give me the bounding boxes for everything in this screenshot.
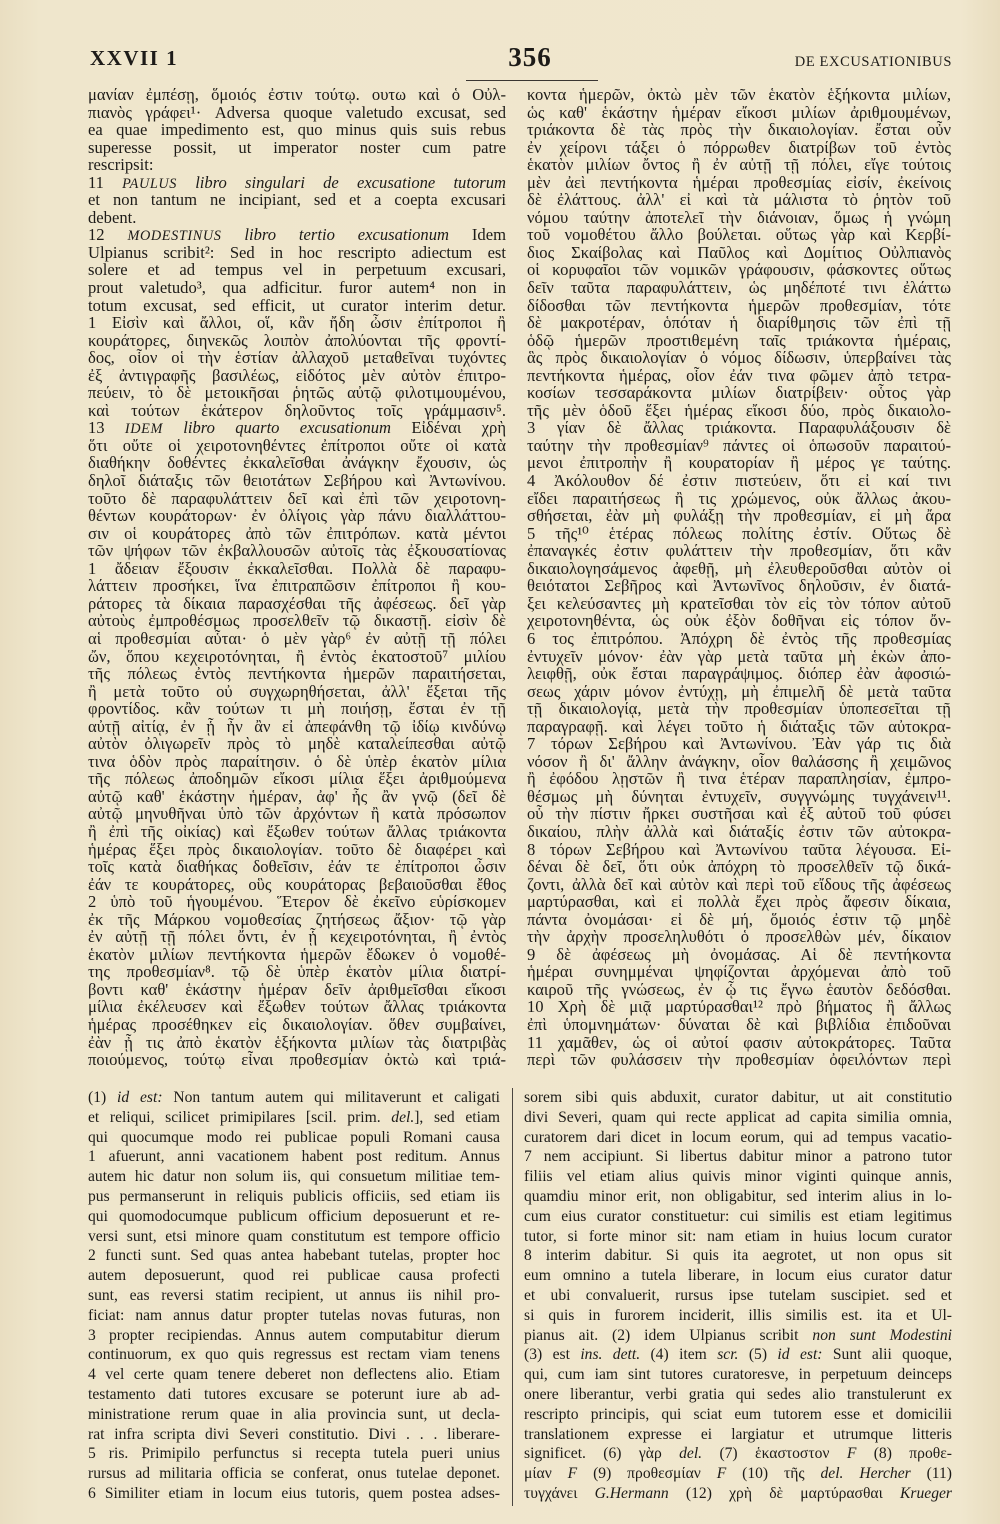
text-line: ἐάν τε κουράτορες, οὓς κουράτορας βεβαιοῦσθαι ἔθος [88, 874, 506, 894]
text-line: ράτορες τὰ δίκαια παρασχέσθαι τῆς ἀφέσεως. δεῖ γὰρ [88, 593, 506, 613]
text-line: οἱ κορυφαῖοι τῶν νομικῶν γράφουσιν, φάσκοντες οὕτως [527, 260, 951, 280]
italic-text: id est: [117, 1089, 163, 1106]
line-segment: ], sed etiam [414, 1108, 500, 1126]
text-line: ποιούμενος, τούτῳ εἶναι προθεσμίαν ὀκτὼ καὶ τριά- [88, 1050, 506, 1070]
text-line: λάττειν προσήκει, ἵνα ἐπιτραπῶσιν ἐπίτροποι ἢ κου- [88, 576, 506, 596]
text-line: prout valetudo³, qua adficitur. furor autem⁴ non in [88, 278, 506, 298]
text-line: σθήσεται, ἐὰν μὴ φυλάξῃ τὴν προθεσμίαν, εἰ μὴ ἄρα [527, 506, 951, 526]
text-line: της προθεσμίαν⁸. τῷ δὲ ὑπὲρ ἑκατὸν μίλια διατρί- [88, 962, 506, 982]
footnote-line: testamento dati tutores excusare se poterunt iure ab ad- [88, 1385, 500, 1403]
main-text-right-column [527, 86, 951, 1069]
italic-text: ins. dett. [580, 1346, 641, 1364]
footnote-line: qui quocumque modo rei publicae populi Romani causa [88, 1128, 500, 1146]
footnote-line [88, 1088, 500, 1108]
text-line: θέντων κουράτορων· ἐν ὀλίγοις γὰρ πάνυ διαλλάττου- [88, 506, 506, 526]
footnote-line: rescripto principis, qui sciat eum tutorem esse et domicilii [524, 1405, 952, 1423]
text-line: μενοι ἐπιτροπὴν ἢ κουρατορίαν ἢ μέρος γε ταύτης. [527, 453, 951, 473]
text-line: ταύτην τὴν προθεσμίαν⁹ πάντες οἱ ὁπωσοῦν παραιτού- [527, 435, 951, 455]
italic-text: G.Hermann [594, 1484, 669, 1502]
text-line: μαρτύρασθαι, καὶ εἰ πολλὰ ἔχει πρὸς ἄφεσιν δίκαια, [527, 892, 951, 912]
text-line: δὲ μακροτέραν, ὁπόταν ἡ διαρίθμησις τῶν ἐπὶ τῇ [527, 313, 951, 333]
text-line: τινα ὁδὸν πρὸς παραίτησιν. ὁ δὲ ὑπὲρ ἑκατὸν μίλια [88, 751, 506, 771]
text-line: λειφθῇ, οὐκ ἔσται παραγράψιμος. διόπερ ἐὰν ἀφοσιώ- [527, 664, 951, 684]
footnote-line: eum omnino a tutela liberare, in locum eius curator datur [524, 1267, 952, 1285]
italic-text: Krueger [900, 1484, 952, 1502]
text-line [88, 174, 506, 192]
text-line: βοντι καθ' ἑκάστην ἡμέραν δεῖν ἀριθμεῖσθαι εἴκοσι [88, 979, 506, 999]
text-line: δηλοῖ διάταξις τῶν θειοτάτων Σεβήρου καὶ Ἀντωνίνου. [88, 471, 506, 491]
line-segment: 13 [88, 418, 125, 438]
line-segment: Sunt alii quoque, [822, 1346, 952, 1364]
book-and-title-number: XXVII 1 [90, 46, 179, 70]
text-line: ὁδῷ ἡμερῶν προστιθεμένη ταῖς τριάκοντα ἡμέραις, [527, 330, 951, 350]
text-line: ἢ μετὰ τοῦτο οὐ συγχωρηθήσεται, ἀλλ' ἕξεται τῆς [88, 681, 506, 701]
text-line: 1 ἄδειαν ἔξουσιν ἐκκαλεῖσθαι. Πολλὰ δὲ παραφυ- [88, 558, 506, 578]
text-line: 4 Ἀκόλουθον δέ ἐστιν πιστεύειν, ὅτι εἰ καί τινι [527, 471, 951, 491]
text-line: et non tantum ne incipiant, sed et a coepta excusari [88, 190, 506, 210]
text-line: αὐτὸν ὀλιγωρεῖν πρὸς τὸ μηδὲ καταλείπεσθαι αὐτῷ [88, 734, 506, 754]
footnote-line [524, 1464, 952, 1484]
text-line: ea quae impedimento est, quo minus quis suis rebus [88, 120, 506, 140]
footnote-line: quamdiu minor erit, non obligabitur, sed interim alius in lo- [524, 1187, 952, 1205]
text-line: superesse possit, ut imperator noster cum patre [88, 137, 506, 157]
footnote-line: continuorum, ex quo quis regressus est rectam viam tenens [88, 1346, 500, 1364]
text-line: μὲν ἀεὶ πεντήκοντα ἡμέραι προθεσμίας εἰσίν, ἐκείνοις [527, 172, 951, 192]
text-line: καὶ τούτων ἑκάτερον δηλοῦντος τοῖς γράμμασιν⁵. [88, 400, 506, 420]
italic-text: libro singulari de excusatione tutorum [177, 172, 506, 192]
footnote-line: et ubi convaluerit, rursus ipse tutelam suscipiet. sed et [524, 1286, 952, 1304]
text-line: ἑκατὸν μιλίων πεντήκοντα ἡμερῶν ἔδωκεν ὁ νομοθέ- [88, 944, 506, 964]
text-line: ἐπαναγκές ἐστιν φυλάττειν τὴν προθεσμίαν, ὅτι κἂν [527, 541, 951, 561]
line-segment: (8) προθε- [856, 1445, 952, 1463]
text-line: κοντα ἡμερῶν, ὀκτὼ μὲν τῶν ἑκατὸν ἑξήκοντα μιλίων, [527, 85, 951, 104]
text-line [88, 419, 506, 437]
line-segment: et reliqui, scilicet primipilares [scil. prim. [88, 1108, 392, 1126]
text-line: κοσίων τεσσαράκοντα μιλίων διατρίβειν· οὗτος γὰρ [527, 383, 951, 403]
footnote-line: qui quomodocumque publicum officium deposuerunt et re- [88, 1207, 500, 1225]
text-line: τοῦ νομοθέτου ἄλλο βούλεται. οὕτως γὰρ καὶ Κερβί- [527, 225, 951, 245]
footnote-line: autem deposuerunt, quod rei publicae causa profecti [88, 1267, 500, 1285]
text-line: πεύειν, τὸ δὲ μετοικῆσαι ῥητῶς αὐτῷ φιλοτιμουμένου, [88, 383, 506, 403]
text-line: αὐτῷ καθ' ἑκάστην ἡμέραν, ἀφ' ἧς ἂν γνῷ (δεῖ δὲ [88, 786, 506, 806]
text-line: ζοντι, ἀλλὰ δεῖ καὶ αὐτὸν καὶ περὶ τοῦ εἴδους τῆς ἀφέσεως [527, 874, 951, 894]
text-line: ἐκ τῆς Μάρκου νομοθεσίας ζητήσεως ἄξιον· τῷ γὰρ [88, 909, 506, 929]
text-line: τριάκοντα δὲ τὰς πρὸς τὴν δικαιολογίαν. ἔσται οὖν [527, 120, 951, 140]
text-line: ἐν αὐτῇ τῇ πόλει ὄντι, ἐν ᾗ κεχειροτόνηται, ἢ ἐντὸς [88, 927, 506, 947]
text-line: δικαιολογησάμενος ἀφεθῇ, μὴ ἐλευθεροῦσθαι αὐτὸν οἱ [527, 558, 951, 578]
footnote-line: 4 vel certe quam tenere deberet non deflectens alio. Etiam [88, 1366, 500, 1384]
text-line: ἐὰν ᾖ τις ἀπὸ ἑκατὸν ἑξήκοντα μιλίων τὰς διατριβὰς [88, 1032, 506, 1052]
text-line: ἢ ἐπὶ τῆς οἰκίας) καὶ ἔξωθεν τούτων ἄλλας τριάκοντα [88, 821, 506, 841]
footnotes-right-column [524, 1088, 952, 1504]
line-segment: (7) ἑκαστοστον [702, 1445, 847, 1463]
text-line: μίλια ἐκέλευσεν καὶ ἔξωθεν τούτων ἄλλας τριάκοντα [88, 997, 506, 1017]
text-line: ἑκατὸν μιλίων ὄντος ἢ ἐν αὐτῇ τῇ πόλει, εἴγε τούτοις [527, 155, 951, 175]
text-line: πάντα ὀνομάσαι· εἰ δὲ μή, ὅμοιός ἐστιν τῷ μηδὲ [527, 909, 951, 929]
italic-text: del. Hercher [820, 1465, 911, 1483]
footnote-line: pus permanserunt in reliquis publicis officiis, sed etiam iis [88, 1187, 500, 1205]
italic-text: del. [391, 1108, 415, 1126]
line-segment: significet. (6) γὰρ [524, 1445, 680, 1463]
text-line: τῶν ψήφων τῶν ἐκβαλλουσῶν αὐτοῖς τὰς ἐξκουσατίονας [88, 541, 506, 561]
text-line: δίδοσθαι τῶν πεντήκοντα ἡμερῶν προθεσμίαν, τότε [527, 295, 951, 315]
text-line: περὶ τῶν φυλάσσειν τὴν προθεσμίαν ὀφειλόντων περὶ [527, 1050, 951, 1070]
text-line: σιν οἱ κουράτορες ἀπὸ τῶν ἐπιτρόπων. κατὰ μέντοι [88, 523, 506, 543]
text-line: οὗ τὴν πίστιν ἤρκει συστῆσαι καὶ ἐξ αὐτοῦ τοῦ φύσει [527, 804, 951, 824]
line-segment: (12) χρὴ δὲ μαρτύρασθαι [668, 1484, 901, 1502]
text-line: 11 χαμᾶθεν, ὡς οἱ αὐτοί φασιν αὐτοκράτορες. Ταῦτα [527, 1032, 951, 1052]
text-line: φροντίδος. κἂν τούτων τι μὴ ποιήσῃ, ἔσται ἐν τῇ [88, 699, 506, 719]
footnote-line: versi sunt, etsi minore quam constitutum est tempore officio [88, 1227, 500, 1245]
text-line: ἡμέρας προσέθηκεν εἰς δικαιολογίαν. ὅθεν συμβαίνει, [88, 1014, 506, 1034]
text-line: πεντήκοντα ἡμέρας, οἷον ἐάν τινα φῶμεν ἀπὸ τετρα- [527, 365, 951, 385]
italic-text: F [567, 1465, 578, 1483]
footnote-line: 6 Similiter etiam in locum eius tutoris, quem postea adses- [88, 1484, 500, 1502]
text-line: rescripsit: [88, 155, 154, 175]
text-line: κουράτορες, διηνεκῶς λοιπὸν ἀπολύονται τῆς φροντί- [88, 330, 506, 350]
text-line: 8 τόρων Σεβήρου καὶ Ἀντωνίνου ταῦτα λέγουσα. Εἰ- [527, 839, 951, 859]
footnote-column-rule [512, 1088, 513, 1506]
text-line: ἢ ἐφόδου λῃστῶν ἢ τινα ἑτέραν παραπλησίαν, ἐμπρο- [527, 769, 951, 789]
text-line: σεως χάριν μόνον ἐντύχῃ, μὴ ἐπιμελῆ δὲ μετὰ ταῦτα [527, 681, 951, 701]
text-line: χειροτονηθέντα, ὡς οὐκ ἐξὸν δοθῆναι εἰς τόπον ὄν- [527, 611, 951, 631]
text-line: δος, οἷον οἱ τὴν ἑστίαν ἀλλαχοῦ μεταθεῖναι τυχόντες [88, 348, 506, 368]
italic-text: del. [679, 1445, 703, 1463]
text-line: δεῖν ταῦτα παραφυλάττειν, ὡς μηδέποτέ τινι ἐλάττω [527, 278, 951, 298]
text-line: νόσον ἢ δι' ἄλλην ἀνάγκην, οἷον θαλάσσης ἢ χειμῶνος [527, 751, 951, 771]
text-line: τοῖς κατὰ διαθήκας δοθεῖσιν, ἐάν τε ἐπίτροποι ὦσιν [88, 857, 506, 877]
text-line: 6 τος ἐπιτρόπου. Ἀπόχρη δὲ ἐντὸς τῆς προθεσμίας [527, 628, 951, 648]
footnote-line: filiis vel etiam alius quivis minor viginti quinque annis, [524, 1168, 952, 1186]
text-line: 7 τόρων Σεβήρου καὶ Ἀντωνίνου. Ἐὰν γάρ τις διὰ [527, 734, 951, 754]
footnote-line: rursus ad militaria officia se conferat, onus tutelae deponet. [88, 1465, 500, 1483]
italic-text: scr. [717, 1346, 739, 1364]
text-line: τὴν ἀρχὴν προσεληλυθότι ὁ προσελθὼν μέν, δίκαιον [527, 927, 951, 947]
italic-text: libro quarto excusationum [162, 418, 392, 438]
text-line: τῆς μὲν ὁδοῦ ἕξει ἡμέρας εἴκοσι δύο, πρὸς δικαιολο- [527, 400, 951, 420]
text-line: 10 Χρὴ δὲ μιᾷ μαρτύρασθαι¹² πρὸ βήματος ἢ ἄλλως [527, 997, 951, 1017]
line-segment: τυγχάνει [524, 1484, 595, 1502]
footnote-line: 2 functi sunt. Sed quas antea habebant tutelas, propter hoc [88, 1247, 500, 1265]
text-line: τῇ δικαιολογίᾳ, μετὰ τὴν προθεσμίαν ὑποπεσεῖται τῇ [527, 699, 951, 719]
footnote-line: 1 afuerunt, anni vacationem habent post reditum. Annus [88, 1148, 500, 1166]
italic-text: libro tertio excusationum [221, 225, 450, 245]
italic-text: non sunt Modestini [812, 1326, 952, 1344]
text-line: Ulpianus scribit²: Sed in hoc rescripto adiectum est [88, 242, 506, 262]
text-line: καιροῦ τῆς γνώσεως, ἐν ᾧ τις ἔγνω ἑαυτὸν δεδόσθαι. [527, 979, 951, 999]
footnote-line: tutor, si forte minor sit: nam etiam in huius locum curator [524, 1227, 952, 1245]
text-line: ἐν χείρονι τάξει ὁ πόρρωθεν διατρίβων τοῦ ἐντὸς [527, 137, 951, 157]
text-line: debent. [88, 207, 137, 227]
footnote-line: ficiat: nam annus datur propter tutelas novas futuras, non [88, 1306, 500, 1324]
text-line: αὐτῷ μηνυθῆναι ὑπὸ τῶν ἀρχόντων ἢ κατὰ πρόσωπον [88, 804, 506, 824]
footnote-line [524, 1345, 952, 1365]
page-number: 356 [508, 42, 552, 72]
line-segment: 12 [88, 225, 128, 245]
line-segment: (4) item [640, 1346, 718, 1364]
line-segment: (9) προθεσμίαν [577, 1465, 717, 1483]
footnotes-left-column [88, 1088, 500, 1504]
main-text-left-column [88, 86, 506, 1069]
italic-text: id est: [777, 1346, 823, 1364]
text-line: παραγραφῇ. καὶ λέγει τοῦτο ἡ διάταξις τῶν αὐτοκρα- [527, 716, 951, 736]
text-line: δέναι δὲ δεῖ, ὅτι οὐκ ἀπόχρη τὸ προσελθεῖν τῷ δικά- [527, 857, 951, 877]
footnote-line: 5 ris. Primipilo perfunctus si recepta tutela pueri unius [88, 1445, 500, 1463]
text-line: 3 γίαν δὲ ἄλλας τριάκοντα. Παραφυλάξουσιν δὲ [527, 418, 951, 438]
footnote-line: translationem expresse ei largiatur et utrumque litteris [524, 1425, 952, 1443]
footnote-line: 3 propter recipiendas. Annus autem computabitur dierum [88, 1326, 500, 1344]
line-segment: μίαν [524, 1465, 568, 1483]
footnote-line [524, 1326, 952, 1346]
text-line: 9 δὲ ἀφέσεως μὴ ὀνομάσας. Αἱ δὲ πεντήκοντα [527, 944, 951, 964]
text-line: 5 τῆς¹⁰ ἑτέρας πόλεως πολίτης ἐστίν. Οὕτως δὲ [527, 523, 951, 543]
text-line: 2 ὑπὸ τοῦ ἡγουμένου. Ἕτερον δὲ ἐκεῖνο εὑρίσκομεν [88, 892, 506, 912]
text-line [88, 226, 506, 244]
text-line: διος Σκαίβολας καὶ Παῦλος καὶ Δομίτιος Οὐλπιανὸς [527, 242, 951, 262]
line-segment: Non tantum autem qui militaverunt et caligati [162, 1089, 500, 1106]
text-line: ὤν, ὅπου κεχειροτόνηται, ἢ ἐντὸς ἑκατοστοῦ⁷ μιλίου [88, 646, 506, 666]
text-line: θειότατοι Σεβῆρος καὶ Ἀντωνῖνος δηλοῦσιν, ἐν διατά- [527, 576, 951, 596]
text-line: solere et ad tempus vel in perpetuum excusari, [88, 260, 506, 280]
text-line: ἃς πρὸς δικαιολογίαν ὁ νόμος δίδωσιν, ὑπερβαίνει τὰς [527, 348, 951, 368]
text-line: totum excusat, sed efficit, ut curator interim detur. [88, 295, 506, 315]
line-segment: (1) [88, 1089, 118, 1106]
footnote-line: ministratione rerum quae in alia provincia sunt, ut decla- [88, 1405, 500, 1423]
text-line: ὡς καθ' ἑκάστην ἡμέραν εἴκοσι μιλίων ἀριθμουμένων, [527, 102, 951, 122]
footnote-line: 8 interim dabitur. Si quis ita aegrotet, ut non opus sit [524, 1247, 952, 1265]
text-line: αὐτῇ αἰτίᾳ, ἐν ᾗ ἦν ἂν εἰ ἀπεφάνθη τῷ ἰδίῳ κινδύνῳ [88, 716, 506, 736]
text-line: ἐξ ἀντιγραφῆς βασιλέως, εἰδότος μὲν αὐτὸν ἐπιτρο- [88, 365, 506, 385]
line-segment: (3) est [524, 1346, 581, 1364]
text-line: 1 Εἰσὶν καὶ ἄλλοι, οἵ, κἂν ἤδη ὦσιν ἐπίτροποι ἢ [88, 313, 506, 333]
line-segment: (11) [910, 1465, 952, 1483]
jurist-name: MODESTINUS [127, 228, 222, 245]
text-line: ἐντυχεῖν μόνον· ἐὰν γὰρ μετὰ ταῦτα μὴ ἑκὼν ἀπο- [527, 646, 951, 666]
footnote-line: 7 nem accipiunt. Si libertus dabitur minor a patrono tutor [524, 1148, 952, 1166]
running-title: DE EXCUSATIONIBUS [794, 54, 952, 70]
text-line: δὲ ἐλάττους. ἀλλ' εἰ καὶ τὰ μάλιστα τὸ ῥητὸν τοῦ [527, 190, 951, 210]
text-line: δικαίου, πλὴν ἀλλὰ καὶ διάταξίς ἐστιν τῶν αὐτοκρα- [527, 821, 951, 841]
text-line: ὅτι οὔτε οἱ χειροτονηθέντες ἐπίτροποι οὔτε οἱ κατὰ [88, 435, 506, 455]
header-rule [466, 80, 598, 81]
line-segment: (10) τῆς [726, 1465, 821, 1483]
text-line: διαθήκην δοθέντες ἐκκαλεῖσθαι ἀνάγκην ἔχουσιν, ὡς [88, 453, 506, 473]
footnote-line: curatorem dari dicet in locum eorum, qui ad tempus vacatio- [524, 1128, 952, 1146]
footnote-line: si quis in furorem inciderit, illis similis est. ita et Ul- [524, 1306, 952, 1324]
jurist-name: PAULUS [122, 175, 178, 192]
line-segment: (5) [738, 1346, 778, 1364]
text-line: αἱ προθεσμίαι αὗται· ὁ μὲν γὰρ⁶ ἐν αὐτῇ τῇ πόλει [88, 628, 506, 648]
footnote-line [524, 1444, 952, 1464]
text-line: θέσμως μὴ δύνηται ἐντυχεῖν, συγγνώμης τυγχάνειν¹¹. [527, 786, 951, 806]
footnote-line: rat infra scripta divi Severi constitutio. Divi . . . liberare- [88, 1425, 500, 1443]
jurist-name: IDEM [124, 421, 163, 438]
footnote-line: autem hic datur non solum iis, qui consuetum militiae tem- [88, 1168, 500, 1186]
text-line: ξει κελεύσαντες μὴ κρατεῖσθαι τὸν εἰς τὸν τόπον αὐτοῦ [527, 593, 951, 613]
footnote-line: sorem sibi quis abduxit, curator dabitur, ut ait constitutio [524, 1089, 952, 1106]
footnote-line: cum eius curator constituetur: cui similis est etiam legitimus [524, 1207, 952, 1225]
footnote-line [88, 1108, 500, 1128]
footnote-line: divi Severi, quam qui recte applicat ad capita similia omnia, [524, 1108, 952, 1126]
footnote-line [524, 1484, 952, 1504]
text-line: μανίαν ἐμπέσῃ, ὅμοιός ἐστιν τούτῳ. ουτω καὶ ὁ Οὐλ- [88, 85, 506, 104]
text-line: εἴδει παραιτήσεως ἢ τις χρώμενος, οὐκ ἄλλως ἀκου- [527, 488, 951, 508]
line-segment: 11 [88, 172, 123, 192]
text-line: τοῦτο δὲ παραφυλάττειν δεῖ καὶ ἐπὶ τῶν χειροτονη- [88, 488, 506, 508]
footnote-line: sunt, eas reversi statim recipient, ut annus iis nihil pro- [88, 1286, 500, 1304]
footnote-line: onere liberantur, verbi gratia qui sedes alio transtulerunt ex [524, 1385, 952, 1403]
text-line: ἡμέρας ἕξει πρὸς δικαιολογίαν. τοῦτο δὲ διαφέρει καὶ [88, 839, 506, 859]
text-line: τῆς πόλεως ἀποδημῶν εἴκοσι μίλια ἕξει ἀριθμούμενα [88, 769, 506, 789]
line-segment: Εἰδέναι χρὴ [391, 418, 507, 438]
text-line: τῆς πόλεως ἐντὸς πεντήκοντα ἡμερῶν παραιτήσεται, [88, 664, 506, 684]
line-segment: Idem [449, 225, 507, 245]
text-line: ἡμέραι συνημμέναι ψηφίζονται ἀρχόμεναι ἀπὸ τοῦ [527, 962, 951, 982]
footnote-line: qui, cum iam sint tutores curatoresve, in perpetuum deinceps [524, 1366, 952, 1384]
line-segment: pianus ait. (2) idem Ulpianus scribit [524, 1326, 813, 1344]
text-line: ἐπὶ ὑπομνημάτων· δύναται δὲ καὶ βιβλίδια ἐπιδοῦναι [527, 1014, 951, 1034]
text-line: νόμου ταύτην ἀποτελεῖ τὴν διάνοιαν, ὅμως ἡ γνώμη [527, 207, 951, 227]
italic-text: F [716, 1465, 727, 1483]
text-line: αὐτοὺς ἐμπροθέσμως προσελθεῖν τῷ δικαστῇ. εἰσὶν δὲ [88, 611, 506, 631]
text-line: πιανὸς γράφει¹· Adversa quoque valetudo excusat, sed [88, 102, 506, 122]
italic-text: F [846, 1445, 857, 1463]
